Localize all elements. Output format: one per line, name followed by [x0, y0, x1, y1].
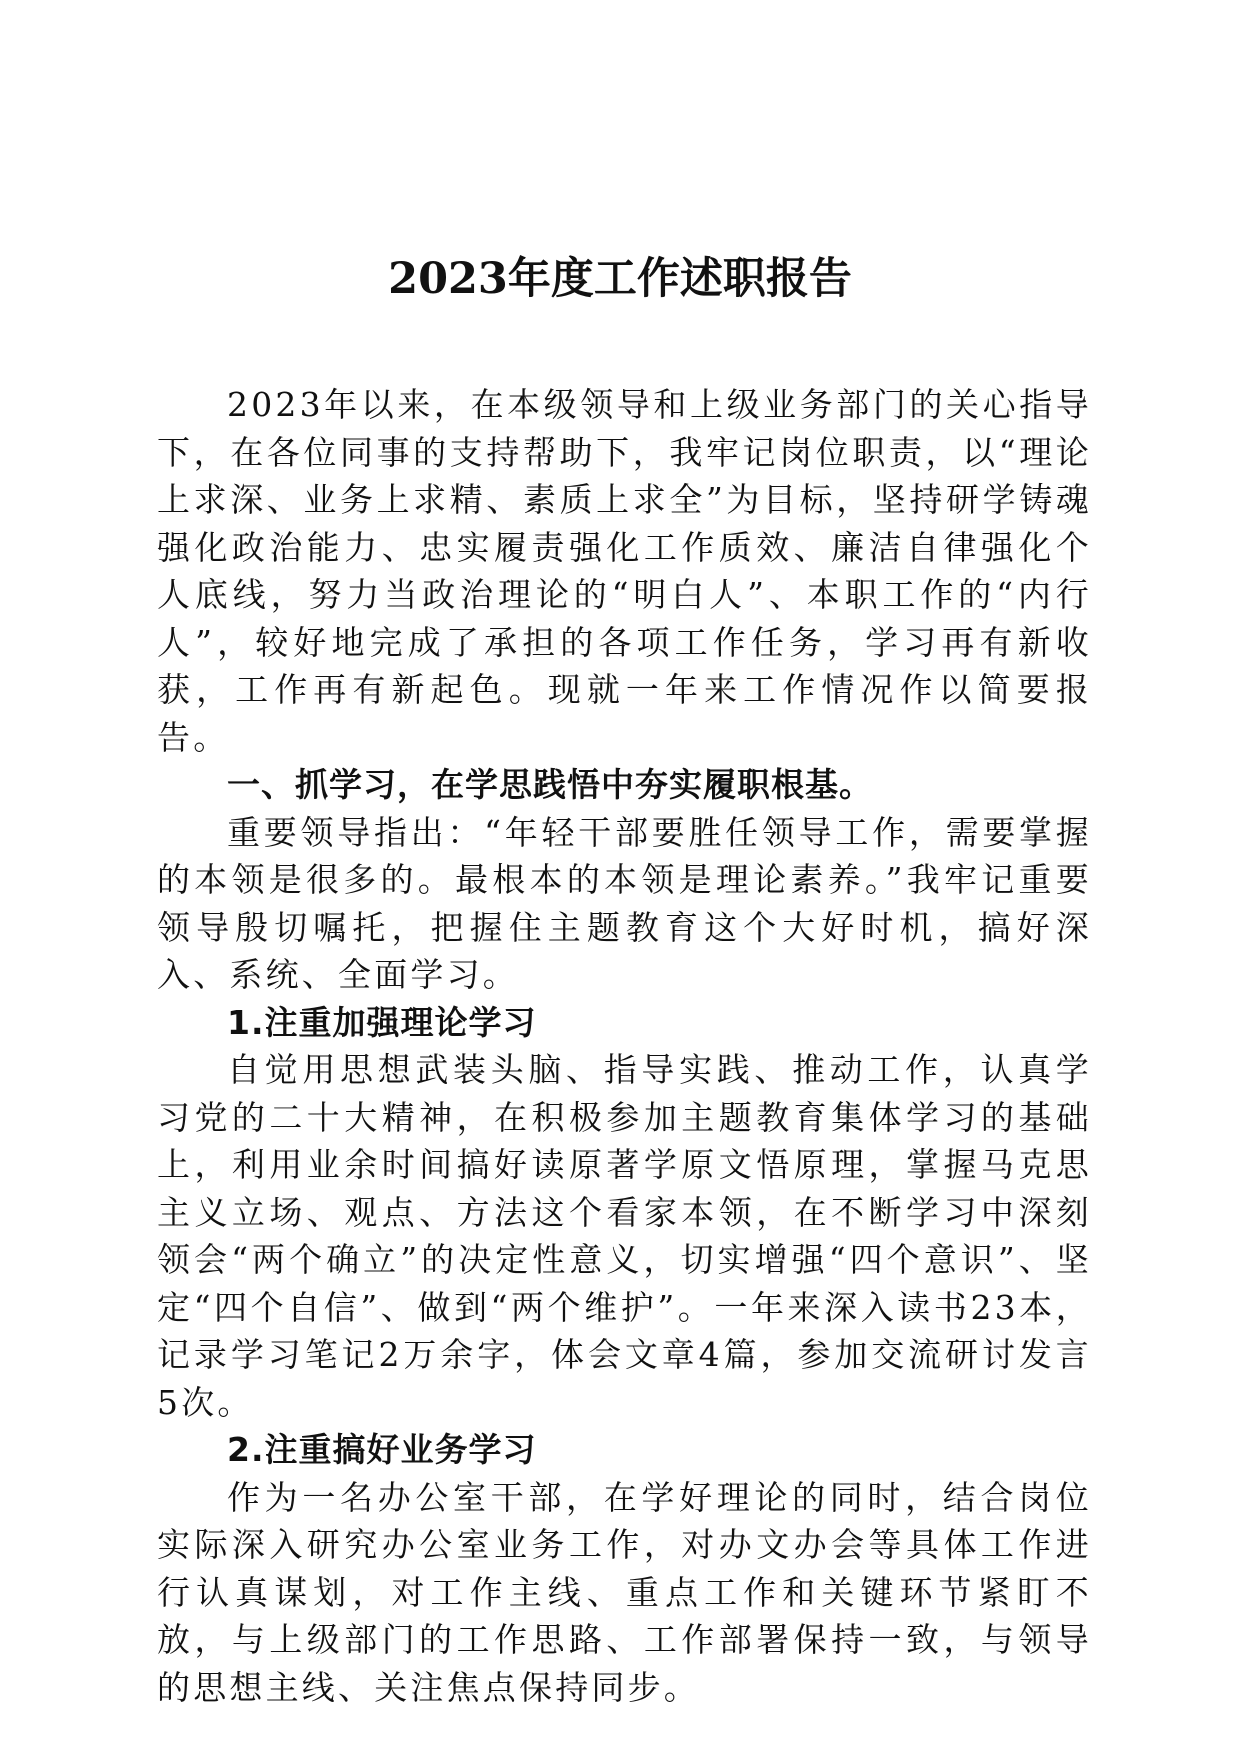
subheading-2-paragraph: 作为一名办公室干部，在学好理论的同时，结合岗位实际深入研究办公室业务工作，对办文办会等具体工作进行认真谋划，对工作主线、重点工作和关键环节紧盯不放，与上级部门的工作思路、工作部署保持一致，与领导的思想主线、关注焦点保持同步。: [157, 1477, 1092, 1707]
section-1-paragraph: 重要领导指出：“年轻干部要胜任领导工作，需要掌握的本领是很多的。最根本的本领是理论素养。”我牢记重要领导殷切嘱托，把握住主题教育这个大好时机，搞好深入、系统、全面学习。: [157, 812, 1092, 994]
subheading-2: 2.注重搞好业务学习: [227, 1430, 537, 1469]
subheading-1-paragraph: 自觉用思想武装头脑、指导实践、推动工作，认真学习党的二十大精神，在积极参加主题教育集体学习的基础上，利用业余时间搞好读原著学原文悟原理，掌握马克思主义立场、观点、方法这个看家本领，在不断学习中深刻领会“两个确立”的决定性意义，切实增强“四个意识”、坚定“四个自信”、做到“两个维护”。一年来深入读书23本，记录学习笔记2万余字，体会文章4篇，参加交流研讨发言5次。: [157, 1050, 1092, 1422]
subheading-1: 1.注重加强理论学习: [227, 1002, 537, 1042]
intro-paragraph: 2023年以来，在本级领导和上级业务部门的关心指导下，在各位同事的支持帮助下，我牢记岗位职责，以“理论上求深、业务上求精、素质上求全”为目标，坚持研学铸魂强化政治能力、忠实履责强化工作质效、廉洁自律强化个人底线，努力当政治理论的“明白人”、本职工作的“内行人”，较好地完成了承担的各项工作任务，学习再有新收获，工作再有新起色。现就一年来工作情况作以简要报告。: [157, 385, 1092, 757]
document-body: [157, 381, 1092, 1711]
document-title: 2023年度工作述职报告: [388, 254, 852, 304]
section-heading-1: 一、抓学习，在学思践悟中夯实履职根基。: [227, 765, 873, 804]
